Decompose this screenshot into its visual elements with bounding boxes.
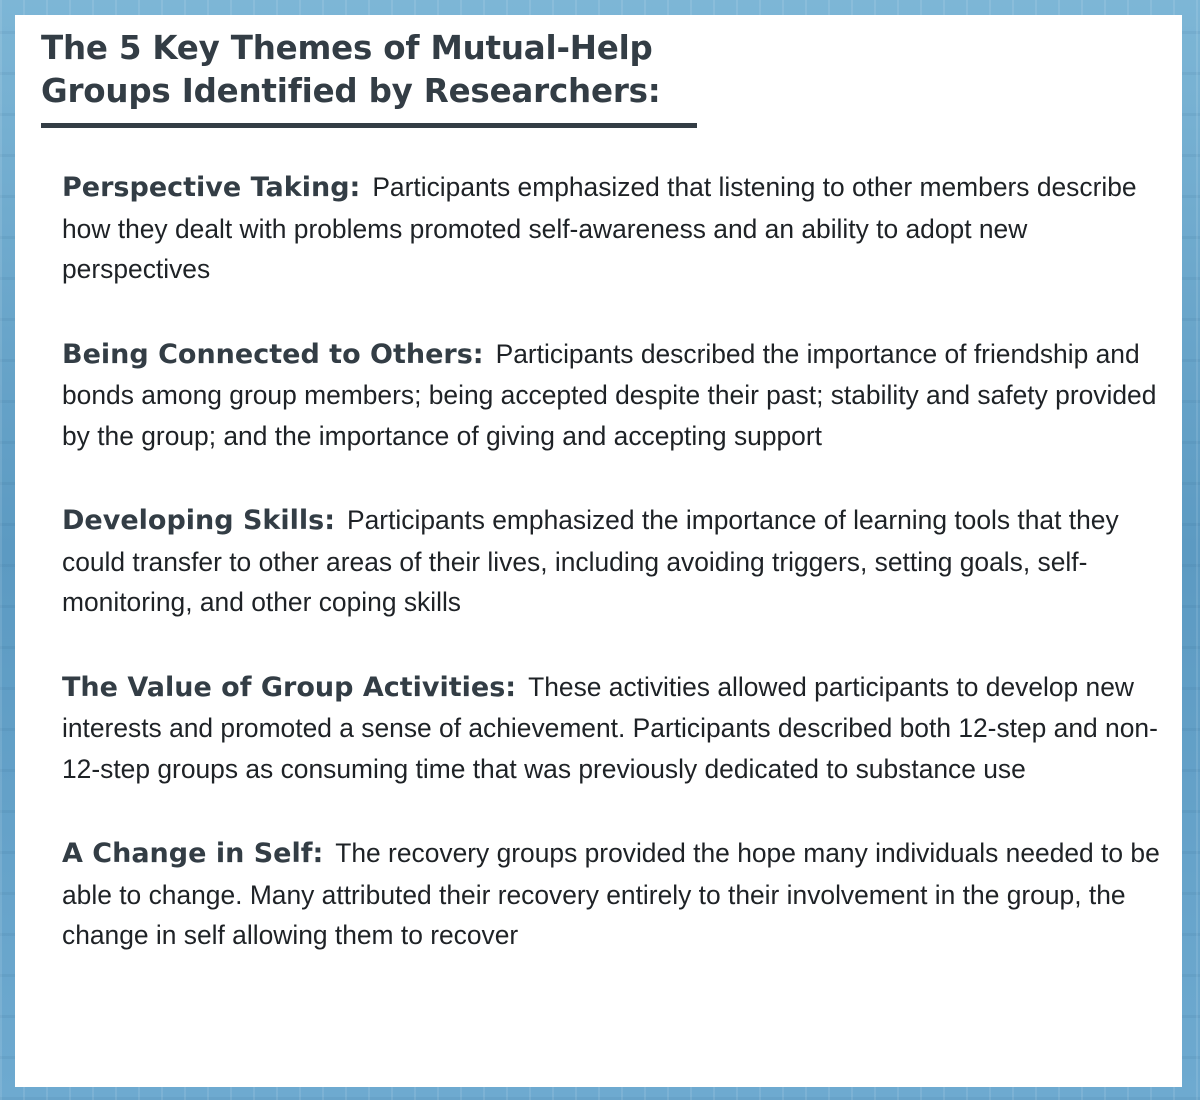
themes-list xyxy=(62,167,1172,1000)
theme-group-activities xyxy=(62,667,1172,790)
theme-description: Participants emphasized that listening to other members describe how they dealt with problems promoted self-awareness and an ability to adopt new perspectives xyxy=(62,172,1137,284)
theme-description: Participants emphasized the importance of learning tools that they could transfer to other areas of their lives, including avoiding triggers, setting goals, self-monitoring, and other coping skills xyxy=(62,505,1119,617)
theme-perspective-taking xyxy=(62,167,1172,290)
theme-description: The recovery groups provided the hope many individuals needed to be able to change. Many attributed their recovery entirely to their involvement in the group, the change in self allowing them to recover xyxy=(62,838,1160,950)
theme-name: The Value of Group Activities: xyxy=(62,671,517,703)
theme-change-in-self xyxy=(62,833,1172,956)
title-line-1: The 5 Key Themes of Mutual-Help xyxy=(41,29,653,67)
theme-name: Developing Skills: xyxy=(62,505,336,536)
title-line-2: Groups Identified by Researchers: xyxy=(41,72,661,110)
theme-being-connected xyxy=(62,334,1172,457)
theme-developing-skills xyxy=(62,500,1172,623)
content-card xyxy=(15,15,1182,1087)
title-underline xyxy=(41,123,697,128)
theme-name: A Change in Self: xyxy=(62,838,324,869)
theme-name: Perspective Taking: xyxy=(62,172,361,203)
page-title xyxy=(41,27,661,113)
theme-description: These activities allowed participants to develop new interests and promoted a sense of achievement. Participants described both 12-step and non-12-step groups as consuming time that was previously dedicated to substance use xyxy=(62,671,1158,784)
theme-description: Participants described the importance of friendship and bonds among group members; being accepted despite their past; stability and safety provided by the group; and the importance of giving and accepting support xyxy=(62,338,1157,451)
theme-name: Being Connected to Others: xyxy=(62,338,484,370)
